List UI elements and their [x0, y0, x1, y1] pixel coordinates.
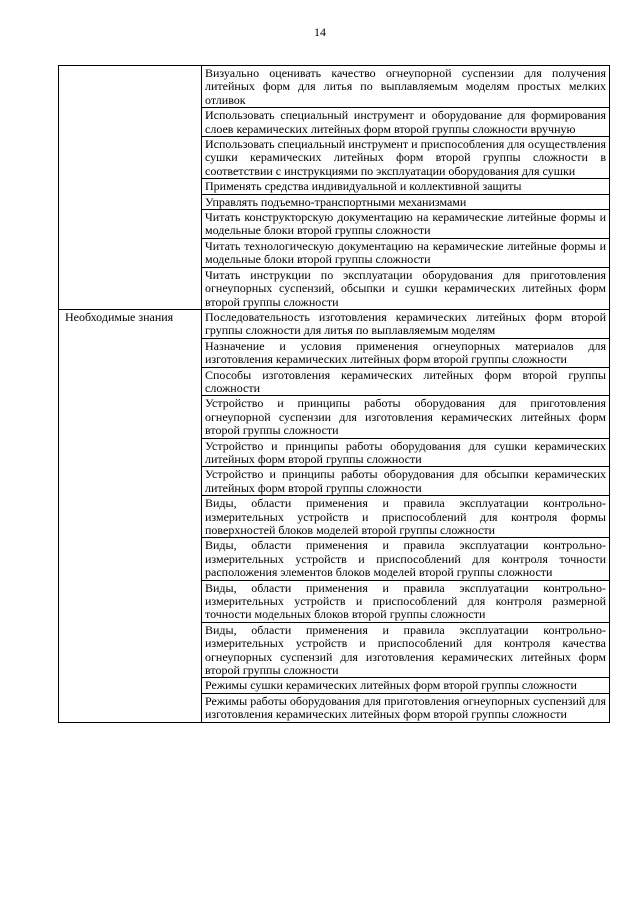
table-cell: Применять средства индивидуальной и коллективной защиты: [202, 179, 610, 194]
table-cell: Читать инструкции по эксплуатации оборудования для приготовления огнеупорных суспензий, обсыпки и сушки керамических литейных форм второй группы сложности: [202, 267, 610, 309]
table-row: [59, 309, 610, 338]
table-cell: Режимы работы оборудования для приготовления огнеупорных суспензий для изготовления керамических литейных форм второй группы сложности: [202, 693, 610, 722]
table-cell: Режимы сушки керамических литейных форм второй группы сложности: [202, 678, 610, 693]
table-cell: Визуально оценивать качество огнеупорной суспензии для получения литейных форм для литья по выплавляемым моделям простых мелких отливок: [202, 66, 610, 108]
competency-table: [58, 65, 610, 723]
table-cell: Виды, области применения и правила эксплуатации контрольно-измерительных устройств и приспособлений для контроля точности расположения элементов блоков моделей второй группы сложности: [202, 538, 610, 580]
table-cell: Последовательность изготовления керамических литейных форм второй группы сложности для литья по выплавляемым моделям: [202, 309, 610, 338]
table-cell: Читать конструкторскую документацию на керамические литейные формы и модельные блоки второй группы сложности: [202, 210, 610, 239]
table-cell: Читать технологическую документацию на керамические литейные формы и модельные блоки второй группы сложности: [202, 238, 610, 267]
table-cell: Виды, области применения и правила эксплуатации контрольно-измерительных устройств и приспособлений для контроля качества огнеупорных суспензий для изготовления керамических литейных форм второй группы сложности: [202, 622, 610, 678]
table-cell: Управлять подъемно-транспортными механизмами: [202, 194, 610, 209]
section-label-skills: [59, 66, 202, 310]
table-cell: Виды, области применения и правила эксплуатации контрольно-измерительных устройств и приспособлений для контроля размерной точности модельных блоков второй группы сложности: [202, 580, 610, 622]
table-cell: Использовать специальный инструмент и оборудование для формирования слоев керамических литейных форм второй группы сложности вручную: [202, 108, 610, 137]
table-cell: Виды, области применения и правила эксплуатации контрольно-измерительных устройств и приспособлений для контроля формы поверхностей блоков моделей второй группы сложности: [202, 496, 610, 538]
table-cell: Устройство и принципы работы оборудования для обсыпки керамических литейных форм второй группы сложности: [202, 467, 610, 496]
table-cell: Назначение и условия применения огнеупорных материалов для изготовления керамических литейных форм второй группы сложности: [202, 338, 610, 367]
table-cell: Использовать специальный инструмент и приспособления для осуществления сушки керамических литейных форм второй группы сложности в соответствии с инструкциями по эксплуатации оборудования для сушки: [202, 137, 610, 179]
table-cell: Устройство и принципы работы оборудования для приготовления огнеупорной суспензии для изготовления керамических литейных форм второй группы сложности: [202, 396, 610, 438]
table-cell: Способы изготовления керамических литейных форм второй группы сложности: [202, 367, 610, 396]
page-number: 14: [314, 25, 326, 39]
table-row: [59, 66, 610, 108]
section-label-knowledge: Необходимые знания: [59, 309, 202, 722]
table-cell: Устройство и принципы работы оборудования для сушки керамических литейных форм второй группы сложности: [202, 438, 610, 467]
